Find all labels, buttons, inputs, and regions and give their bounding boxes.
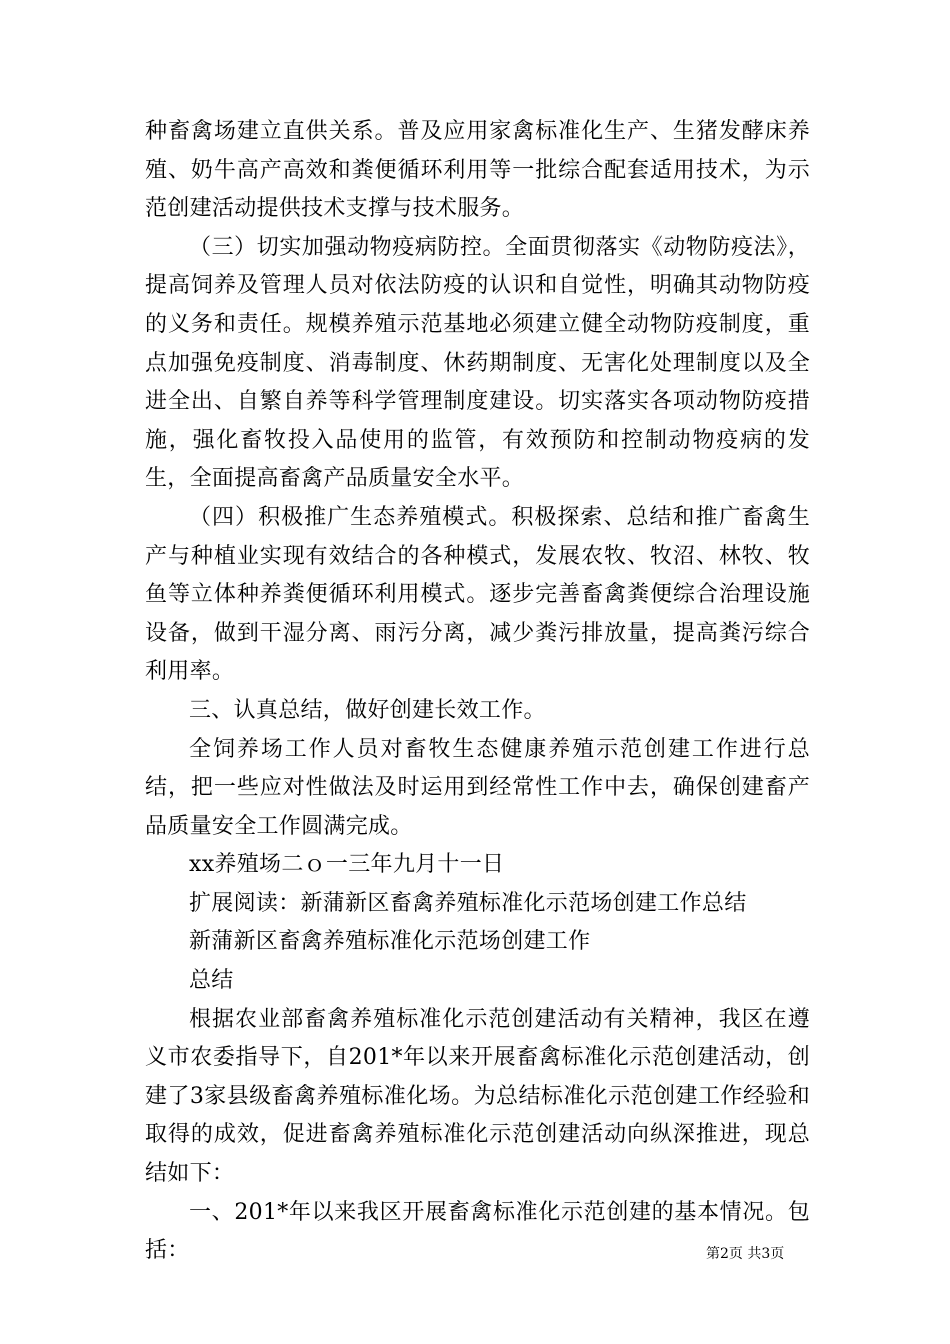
signature-date: xx养殖场二ｏ一三年九月十一日 (189, 852, 505, 878)
paragraph-continuation: 种畜禽场建立直供关系。普及应用家禽标准化生产、生猪发酵床养殖、奶牛高产高效和粪便循环利用等一批综合配套适用技术，为示范创建活动提供技术支撑与技术服务。 (145, 119, 810, 222)
paragraph-intro: 根据农业部畜禽养殖标准化示范创建活动有关精神，我区在遵义市农委指导下，自201*年以来开展畜禽标准化示范创建活动，创建了3家县级畜禽养殖标准化场。为总结标准化示范创建工作经验和取得的成效，促进畜禽养殖标准化示范创建活动向纵深推进，现总结如下： (145, 1006, 810, 1187)
page-number: 第2页 共3页 (706, 1246, 785, 1262)
paragraph-summary: 全饲养场工作人员对畜牧生态健康养殖示范创建工作进行总结，把一些应对性做法及时运用到经常性工作中去，确保创建畜产品质量安全工作圆满完成。 (145, 736, 810, 839)
paragraph-section-4: （四）积极推广生态养殖模式。积极探索、总结和推广畜禽生产与种植业实现有效结合的各种模式，发展农牧、牧沼、林牧、牧鱼等立体种养粪便循环利用模式。逐步完善畜禽粪便综合治理设施设备，做到干湿分离、雨污分离，减少粪污排放量，提高粪污综合利用率。 (145, 504, 810, 685)
heading-section-one: 一、201*年以来我区开展畜禽标准化示范创建的基本情况。包括： (145, 1199, 810, 1264)
heading-section-three: 三、认真总结，做好创建长效工作。 (189, 697, 546, 723)
extended-reading-title: 扩展阅读：新蒲新区畜禽养殖标准化示范场创建工作总结 (189, 890, 747, 916)
article-title-line-1: 新蒲新区畜禽养殖标准化示范场创建工作 (189, 929, 591, 955)
paragraph-section-3: （三）切实加强动物疫病防控。全面贯彻落实《动物防疫法》，提高饲养及管理人员对依法防疫的认识和自觉性，明确其动物防疫的义务和责任。规模养殖示范基地必须建立健全动物防疫制度，重点加强免疫制度、消毒制度、休药期制度、无害化处理制度以及全进全出、自繁自养等科学管理制度建设。切实落实各项动物防疫措施，强化畜牧投入品使用的监管，有效预防和控制动物疫病的发生，全面提高畜禽产品质量安全水平。 (145, 234, 810, 492)
article-title-line-2: 总结 (189, 968, 234, 994)
document-body (145, 113, 810, 1271)
